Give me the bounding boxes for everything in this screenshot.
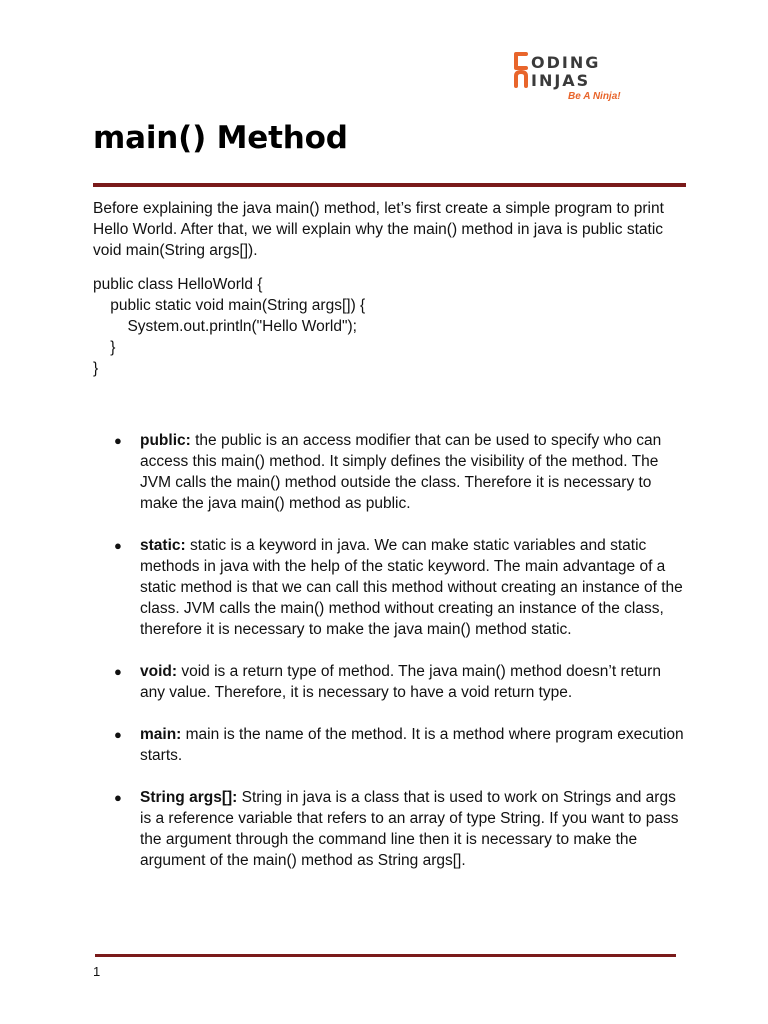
code-line: public class HelloWorld { xyxy=(93,276,263,293)
list-item-string-args xyxy=(110,787,690,871)
code-block xyxy=(93,274,365,379)
page-number: 1 xyxy=(93,964,101,979)
bullet-text: String in java is a class that is used to work on Strings and args is a reference variable that refers to an array of type String. If you want to pass the argument through the command line then it is necessary to make the argument of the main() method as String args[]. xyxy=(140,789,679,869)
title-divider xyxy=(93,183,686,187)
bullet-text: the public is an access modifier that can be used to specify who can access this main() method. It simply defines the visibility of the method. The JVM calls the main() method outside the class. Therefore it is necessary to make the java main() method as public. xyxy=(140,432,662,512)
page-title: main() Method xyxy=(93,120,348,156)
bullet-icon: ● xyxy=(114,664,122,679)
code-line: } xyxy=(93,339,116,356)
list-item-static xyxy=(110,535,690,640)
bullet-text: main is the name of the method. It is a method where program execution starts. xyxy=(140,726,684,764)
list-item-void xyxy=(110,661,690,703)
bullet-icon: ● xyxy=(114,433,122,448)
bullet-term: void: xyxy=(140,663,178,680)
list-item-public xyxy=(110,430,690,514)
bullet-term: main: xyxy=(140,726,182,743)
bullet-text: static is a keyword in java. We can make static variables and static methods in java with the help of the static keyword. The main advantage of a static method is that we can call this method without creating an instance of the class. JVM calls the main() method without creating an instance of the class, therefore it is necessary to make the java main() method static. xyxy=(140,537,683,638)
logo-line2-text: INJAS xyxy=(531,71,591,90)
code-line: System.out.println("Hello World"); xyxy=(93,318,357,335)
bullet-icon: ● xyxy=(114,538,122,553)
bullet-icon: ● xyxy=(114,727,122,742)
bullet-term: public: xyxy=(140,432,191,449)
intro-paragraph: Before explaining the java main() method, let’s first create a simple program to print Hello World. After that, we will explain why the main() method in java is public static void main(String args[]). xyxy=(93,200,664,259)
bullet-icon: ● xyxy=(114,790,122,805)
logo-tagline: Be A Ninja! xyxy=(568,91,621,102)
code-line: } xyxy=(93,360,99,377)
coding-ninjas-logo-mark xyxy=(512,50,632,102)
code-line: public static void main(String args[]) { xyxy=(93,297,366,314)
keyword-bullet-list xyxy=(110,430,690,892)
footer-divider xyxy=(95,954,676,957)
bullet-term: static: xyxy=(140,537,186,554)
coding-ninjas-logo xyxy=(512,50,632,102)
bullet-text: void is a return type of method. The java main() method doesn’t return any value. Therefore, it is necessary to have a void return type. xyxy=(140,663,661,701)
bullet-term: String args[]: xyxy=(140,789,238,806)
logo-line1-text: ODING xyxy=(531,53,601,72)
list-item-main xyxy=(110,724,690,766)
